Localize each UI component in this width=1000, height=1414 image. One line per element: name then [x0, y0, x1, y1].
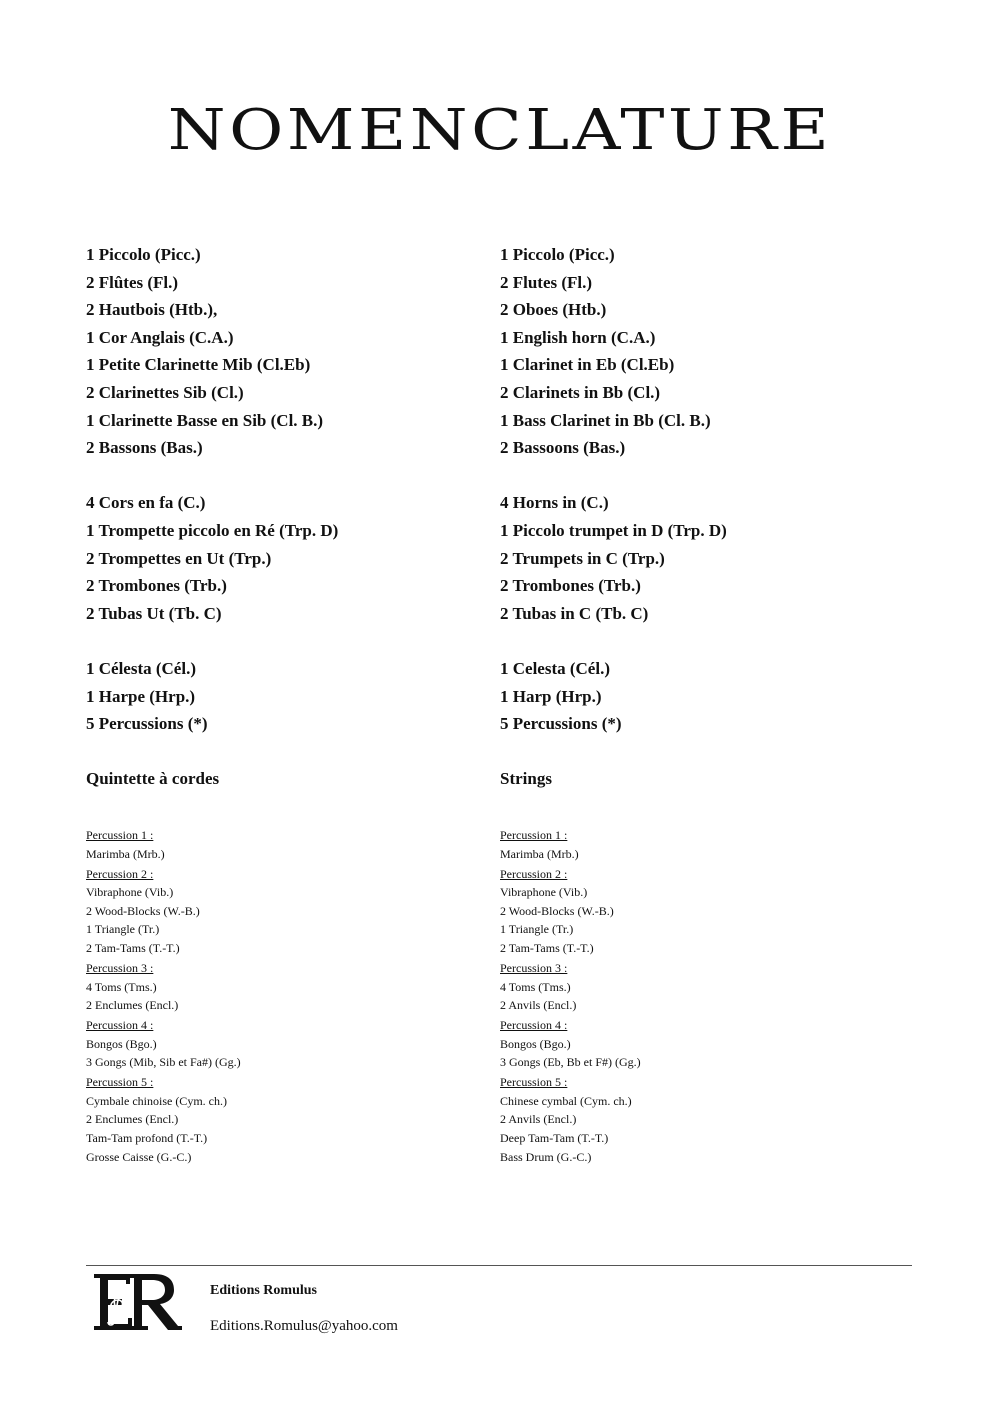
instrument-item: 1 Piccolo (Picc.): [86, 245, 201, 264]
instrument-item: 1 Piccolo trumpet in D (Trp. D): [500, 520, 727, 540]
percussion-item: 4 Toms (Tms.): [86, 979, 157, 994]
percussion-item: Deep Tam-Tam (T.-T.): [500, 1131, 609, 1146]
percussion-item: 2 Anvils (Encl.): [500, 1112, 577, 1127]
instrument-item: 2 Bassons (Bas.): [86, 438, 203, 458]
percussion-item: 1 Triangle (Tr.): [86, 922, 160, 937]
instrument-item: 2 Clarinets in Bb (Cl.): [500, 382, 661, 402]
instrument-item: 1 Célesta (Cél.): [86, 658, 196, 678]
percussion-item: 2 Wood-Blocks (W.-B.): [500, 903, 614, 918]
percussion-item: 1 Triangle (Tr.): [500, 922, 574, 937]
percussion-header: Percussion 3 :: [86, 960, 154, 975]
woodwinds-list: [500, 241, 727, 462]
percussion-header: Percussion 4 :: [500, 1018, 568, 1033]
french-percussion-detail: [86, 826, 241, 1166]
instrument-item: 1 Harp (Hrp.): [500, 686, 602, 706]
instrument-item: 5 Percussions (*): [86, 714, 208, 734]
percussion-item: Cymbale chinoise (Cym. ch.): [86, 1093, 227, 1108]
instrument-item: 2 Trompettes en Ut (Trp.): [86, 548, 272, 568]
percussion-item: Chinese cymbal (Cym. ch.): [500, 1093, 632, 1108]
percussion-item: 2 Wood-Blocks (W.-B.): [86, 903, 200, 918]
percussion-item: 3 Gongs (Mib, Sib et Fa#) (Gg.): [86, 1055, 241, 1070]
percussion-header: Percussion 3 :: [500, 960, 568, 975]
instrument-item: 1 Trompette piccolo en Ré (Trp. D): [86, 520, 339, 540]
instrument-item: 2 Trumpets in C (Trp.): [500, 548, 665, 568]
publisher-name: Editions Romulus: [210, 1283, 317, 1298]
instrument-item: 2 Trombones (Trb.): [86, 576, 227, 596]
instrument-item: 2 Clarinettes Sib (Cl.): [86, 382, 244, 402]
brass-list: [500, 489, 727, 627]
percussion-item: 2 Enclumes (Encl.): [86, 1112, 179, 1127]
publisher-logo: [90, 1270, 182, 1334]
percussion-item: Vibraphone (Vib.): [86, 885, 174, 900]
instrument-item: 1 Piccolo (Picc.): [500, 245, 615, 264]
instrument-item: 2 Flûtes (Fl.): [86, 272, 179, 292]
strings-heading: Strings: [500, 769, 552, 789]
percussion-item: Tam-Tam profond (T.-T.): [86, 1131, 208, 1146]
percussion-item: Bass Drum (G.-C.): [500, 1149, 592, 1164]
instrument-item: 2 Flutes (Fl.): [500, 272, 593, 292]
percussion-item: 2 Tam-Tams (T.-T.): [500, 940, 594, 955]
instrument-item: 1 English horn (C.A.): [500, 327, 656, 347]
keyboard-percussion-list: [500, 655, 727, 738]
percussion-item: Bongos (Bgo.): [500, 1036, 571, 1051]
percussion-item: 2 Tam-Tams (T.-T.): [86, 940, 180, 955]
percussion-item: 4 Toms (Tms.): [500, 979, 571, 994]
percussion-header: Percussion 1 :: [500, 828, 568, 842]
percussion-item: Grosse Caisse (G.-C.): [86, 1149, 192, 1164]
percussion-item: 2 Enclumes (Encl.): [86, 998, 179, 1013]
instrument-item: 1 Clarinet in Eb (Cl.Eb): [500, 355, 675, 375]
instrument-item: 2 Bassoons (Bas.): [500, 438, 626, 458]
percussion-item: Marimba (Mrb.): [86, 846, 165, 861]
instrument-item: 1 Harpe (Hrp.): [86, 686, 196, 706]
percussion-item: 2 Anvils (Encl.): [500, 998, 577, 1013]
percussion-item: Vibraphone (Vib.): [500, 885, 588, 900]
percussion-header: Percussion 5 :: [86, 1075, 154, 1090]
instrument-item: 2 Trombones (Trb.): [500, 576, 641, 596]
percussion-item: 3 Gongs (Eb, Bb et F#) (Gg.): [500, 1055, 641, 1070]
instrument-item: 2 Oboes (Htb.): [500, 300, 607, 320]
instrument-item: 2 Tubas in C (Tb. C): [500, 603, 649, 623]
publisher-email: Editions.Romulus@yahoo.com: [210, 1318, 398, 1334]
percussion-header: Percussion 2 :: [86, 866, 154, 881]
instrument-item: 2 Hautbois (Htb.),: [86, 300, 218, 320]
instrument-item: 2 Tubas Ut (Tb. C): [86, 603, 222, 623]
woodwinds-list: [86, 241, 338, 462]
instrument-item: 1 Petite Clarinette Mib (Cl.Eb): [86, 355, 311, 375]
percussion-header: Percussion 1 :: [86, 828, 154, 842]
french-instrument-column: [86, 241, 338, 793]
instrument-item: 1 Bass Clarinet in Bb (Cl. B.): [500, 410, 711, 430]
percussion-item: Bongos (Bgo.): [86, 1036, 157, 1051]
instrument-item: 1 Celesta (Cél.): [500, 658, 610, 678]
percussion-item: Marimba (Mrb.): [500, 846, 579, 861]
keyboard-percussion-list: [86, 655, 338, 738]
instrument-item: 4 Cors en fa (C.): [86, 493, 206, 513]
instrument-item: 1 Cor Anglais (C.A.): [86, 327, 234, 347]
instrument-item: 5 Percussions (*): [500, 714, 622, 734]
page-title: NOMENCLATURE: [167, 98, 833, 163]
footer-divider: [86, 1265, 912, 1266]
english-instrument-column: [500, 241, 727, 793]
english-percussion-detail: [500, 826, 641, 1166]
instrument-item: 4 Horns in (C.): [500, 493, 609, 513]
brass-list: [86, 489, 338, 627]
percussion-header: Percussion 5 :: [500, 1075, 568, 1090]
percussion-header: Percussion 4 :: [86, 1018, 154, 1033]
percussion-header: Percussion 2 :: [500, 866, 568, 881]
instrument-item: 1 Clarinette Basse en Sib (Cl. B.): [86, 410, 324, 430]
strings-heading: Quintette à cordes: [86, 769, 220, 789]
